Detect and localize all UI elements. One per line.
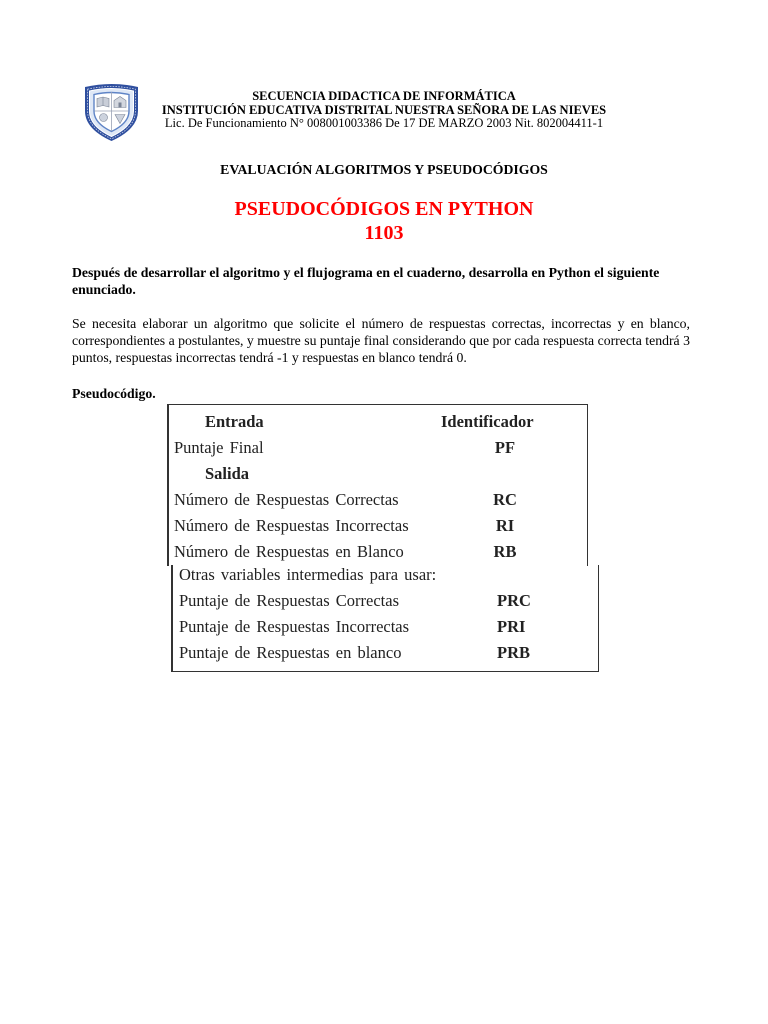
variable-name: Puntaje de Respuestas en blanco bbox=[179, 643, 402, 662]
variable-id: PRC bbox=[497, 591, 531, 610]
variable-name: Puntaje de Respuestas Incorrectas bbox=[179, 617, 410, 636]
variable-id: PRB bbox=[497, 643, 530, 662]
problem-line: puntos, respuestas incorrectas tendrá -1 y respuestas en blanco tendrá 0. bbox=[72, 349, 467, 365]
variable-name: Puntaje de Respuestas Correctas bbox=[179, 591, 399, 610]
input-heading: Entrada bbox=[205, 412, 264, 431]
table-right-border bbox=[587, 404, 589, 566]
variable-id: RC bbox=[493, 490, 517, 509]
table-bottom-border bbox=[171, 671, 599, 673]
header-license-info: Lic. De Funcionamiento N° 008001003386 De 17 DE MARZO 2003 Nit. 802004411-1 bbox=[164, 116, 604, 130]
header-institution-name: INSTITUCIÓN EDUCATIVA DISTRITAL NUESTRA SEÑORA DE LAS NIEVES bbox=[161, 102, 607, 117]
table-right-border bbox=[598, 565, 600, 672]
table-top-border bbox=[167, 404, 588, 406]
document-header bbox=[0, 90, 768, 131]
main-title-block bbox=[0, 197, 768, 245]
table-left-border bbox=[167, 404, 169, 566]
variable-id: RI bbox=[495, 516, 515, 535]
variable-name: Número de Respuestas Incorrectas bbox=[174, 516, 409, 535]
main-title: PSEUDOCÓDIGOS EN PYTHON bbox=[234, 198, 534, 220]
variable-id: PRI bbox=[497, 617, 526, 636]
problem-statement bbox=[72, 315, 690, 366]
evaluation-title: EVALUACIÓN ALGORITMOS Y PSEUDOCÓDIGOS bbox=[220, 162, 548, 177]
header-sequence-title: SECUENCIA DIDACTICA DE INFORMÁTICA bbox=[252, 89, 516, 103]
instruction-line: enunciado. bbox=[72, 281, 136, 297]
problem-line: Se necesita elaborar un algoritmo que solicite el número de respuestas correctas, incorrectas y en blanco, bbox=[72, 315, 690, 331]
variable-id: RB bbox=[493, 542, 517, 561]
variable-name: Puntaje Final bbox=[174, 438, 264, 457]
instruction-line: Después de desarrollar el algoritmo y el flujograma en el cuaderno, desarrolla en Python el siguiente bbox=[72, 264, 660, 280]
variable-id: PF bbox=[494, 438, 516, 457]
course-number: 1103 bbox=[364, 222, 404, 244]
intermediate-heading: Otras variables intermedias para usar: bbox=[179, 565, 437, 584]
variable-name: Número de Respuestas en Blanco bbox=[174, 542, 404, 561]
identifier-heading: Identificador bbox=[441, 412, 534, 431]
table-left-border bbox=[171, 565, 173, 672]
variable-name: Número de Respuestas Correctas bbox=[174, 490, 399, 509]
output-heading: Salida bbox=[205, 464, 250, 483]
pseudocode-label: Pseudocódigo. bbox=[72, 385, 156, 401]
problem-line: correspondientes a postulantes, y muestre su puntaje final considerando que por cada respuesta correcta tendrá 3 bbox=[72, 332, 690, 348]
instruction-paragraph bbox=[72, 264, 659, 298]
